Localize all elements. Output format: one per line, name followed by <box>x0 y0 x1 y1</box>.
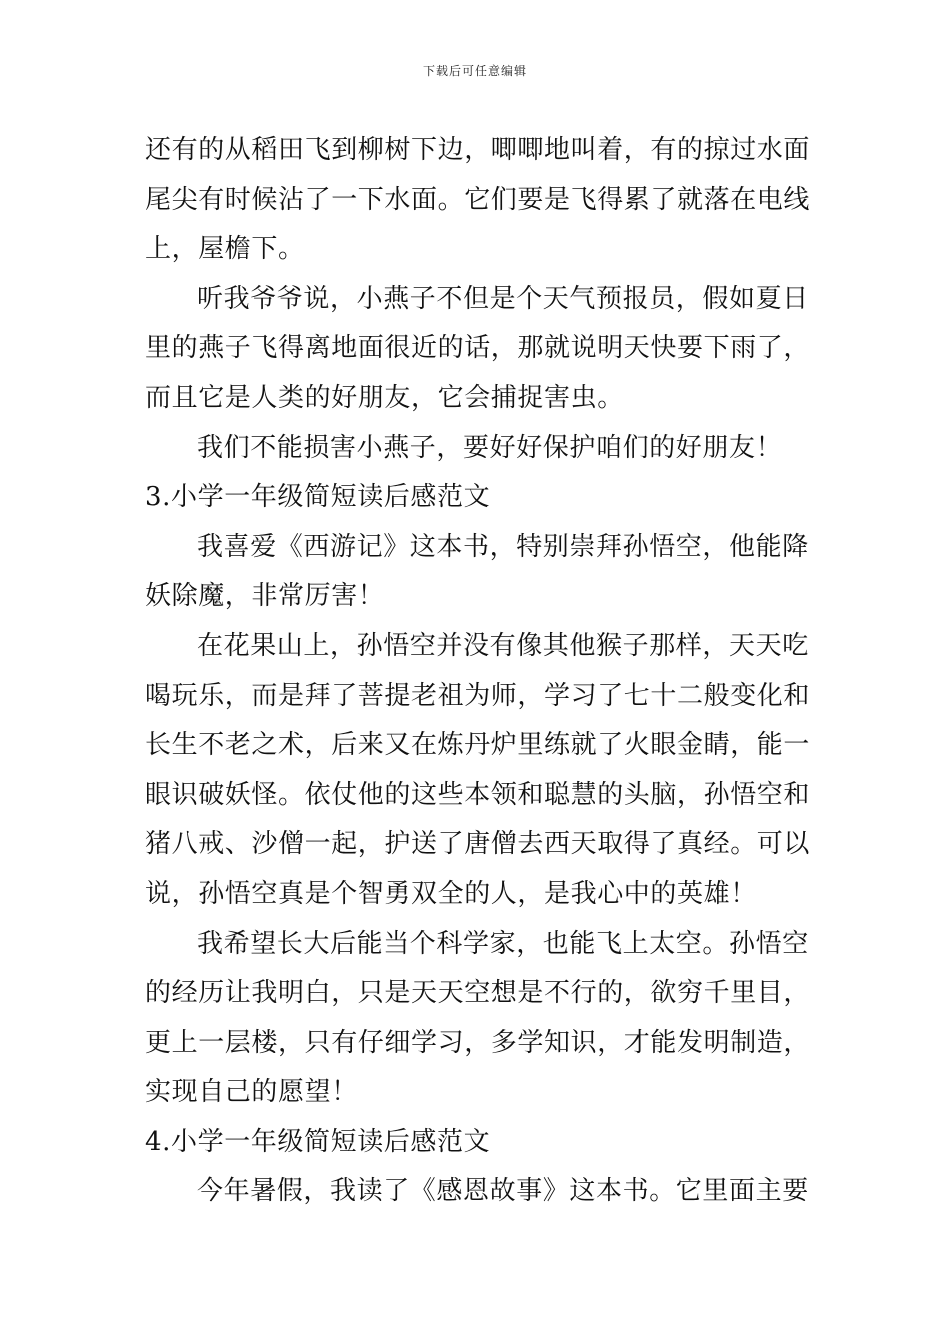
text-line: 猪八戒、沙僧一起，护送了唐僧去西天取得了真经。可以 <box>145 829 811 860</box>
text-line: 眼识破妖怪。依仗他的这些本领和聪慧的头脑，孙悟空和 <box>145 779 811 810</box>
text-line: 我们不能损害小燕子，要好好保护咱们的好朋友！ <box>197 432 783 463</box>
text-line: 而且它是人类的好朋友，它会捕捉害虫。 <box>145 382 624 413</box>
section-heading: 4.小学一年级简短读后感范文 <box>145 1126 491 1157</box>
text-line: 说，孙悟空真是个智勇双全的人，是我心中的英雄！ <box>145 878 757 909</box>
body-text <box>145 126 815 1217</box>
text-line: 妖除魔，非常厉害！ <box>145 581 385 612</box>
text-line: 更上一层楼，只有仔细学习，多学知识，才能发明制造， <box>145 1027 811 1058</box>
text-line: 实现自己的愿望！ <box>145 1077 358 1108</box>
text-line: 喝玩乐，而是拜了菩提老祖为师，学习了七十二般变化和 <box>145 680 811 711</box>
text-line: 今年暑假，我读了《感恩故事》这本书。它里面主要 <box>197 1176 809 1207</box>
text-line: 上，屋檐下。 <box>145 234 305 265</box>
text-line: 长生不老之术，后来又在炼丹炉里练就了火眼金睛，能一 <box>145 730 811 761</box>
text-line: 我希望长大后能当个科学家，也能飞上太空。孙悟空 <box>197 928 809 959</box>
page-header: 下载后可任意编辑 <box>422 64 527 78</box>
text-line: 里的燕子飞得离地面很近的话，那就说明天快要下雨了， <box>145 333 811 364</box>
text-line: 尾尖有时候沾了一下水面。它们要是飞得累了就落在电线 <box>145 184 811 215</box>
text-line: 的经历让我明白，只是天天空想是不行的，欲穷千里目， <box>145 978 811 1009</box>
text-line: 听我爷爷说，小燕子不但是个天气预报员，假如夏日 <box>197 283 809 314</box>
section-heading: 3.小学一年级简短读后感范文 <box>145 482 491 513</box>
text-line: 我喜爱《西游记》这本书，特别崇拜孙悟空，他能降 <box>197 531 809 562</box>
text-line: 还有的从稻田飞到柳树下边，唧唧地叫着，有的掠过水面 <box>145 135 811 165</box>
text-line: 在花果山上，孙悟空并没有像其他猴子那样，天天吃 <box>197 630 809 661</box>
